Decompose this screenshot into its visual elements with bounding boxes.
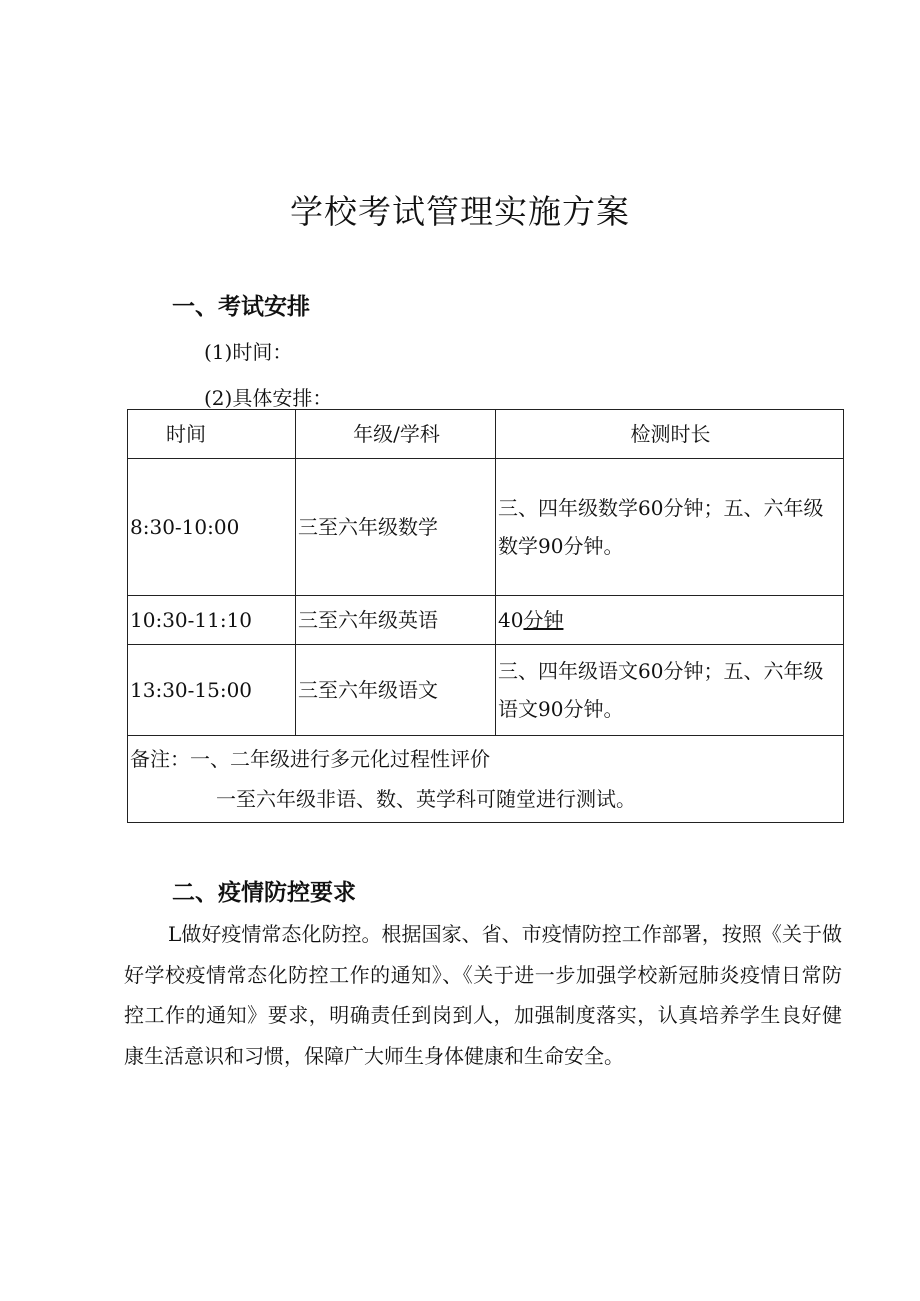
document-title: 学校考试管理实施方案 xyxy=(290,192,630,231)
section-heading-exam-arrangement: 一、考试安排 xyxy=(172,294,310,320)
cell-time: 13:30-15:00 xyxy=(128,645,296,736)
duration-number: 40 xyxy=(498,608,524,632)
table-header-row xyxy=(128,410,844,459)
body-paragraph xyxy=(124,914,842,1076)
cell-time: 10:30-11:10 xyxy=(128,596,296,645)
note-line-1: 备注：一、二年级进行多元化过程性评价 xyxy=(130,747,490,771)
cell-duration xyxy=(496,596,844,645)
header-time: 时间 xyxy=(128,410,296,459)
note-cell xyxy=(128,736,844,823)
table-row xyxy=(128,645,844,736)
sub-item-time: (1)时间： xyxy=(204,340,293,364)
sub-item-schedule: (2)具体安排： xyxy=(204,386,333,410)
section-heading-epidemic-control: 二、疫情防控要求 xyxy=(172,880,356,906)
cell-subject: 三至六年级语文 xyxy=(296,645,496,736)
table-note-row xyxy=(128,736,844,823)
exam-schedule-table xyxy=(127,409,844,823)
header-grade-subject: 年级/学科 xyxy=(296,410,496,459)
note-line-2: 一至六年级非语、数、英学科可随堂进行测试。 xyxy=(216,787,636,811)
cell-duration: 三、四年级数学60分钟；五、六年级数学90分钟。 xyxy=(496,459,844,596)
cell-subject: 三至六年级英语 xyxy=(296,596,496,645)
table-row xyxy=(128,459,844,596)
cell-subject: 三至六年级数学 xyxy=(296,459,496,596)
cell-time: 8:30-10:00 xyxy=(128,459,296,596)
paragraph-text: L做好疫情常态化防控。根据国家、省、市疫情防控工作部署，按照《关于做好学校疫情常态化防控工作的通知》、《关于进一步加强学校新冠肺炎疫情日常防控工作的通知》要求，明确责任到岗到人，加强制度落实，认真培养学生良好健康生活意识和习惯，保障广大师生身体健康和生命安全。 xyxy=(124,922,842,1068)
cell-duration: 三、四年级语文60分钟；五、六年级语文90分钟。 xyxy=(496,645,844,736)
header-duration: 检测时长 xyxy=(496,410,844,459)
duration-unit: 分钟 xyxy=(523,608,564,632)
table-row xyxy=(128,596,844,645)
